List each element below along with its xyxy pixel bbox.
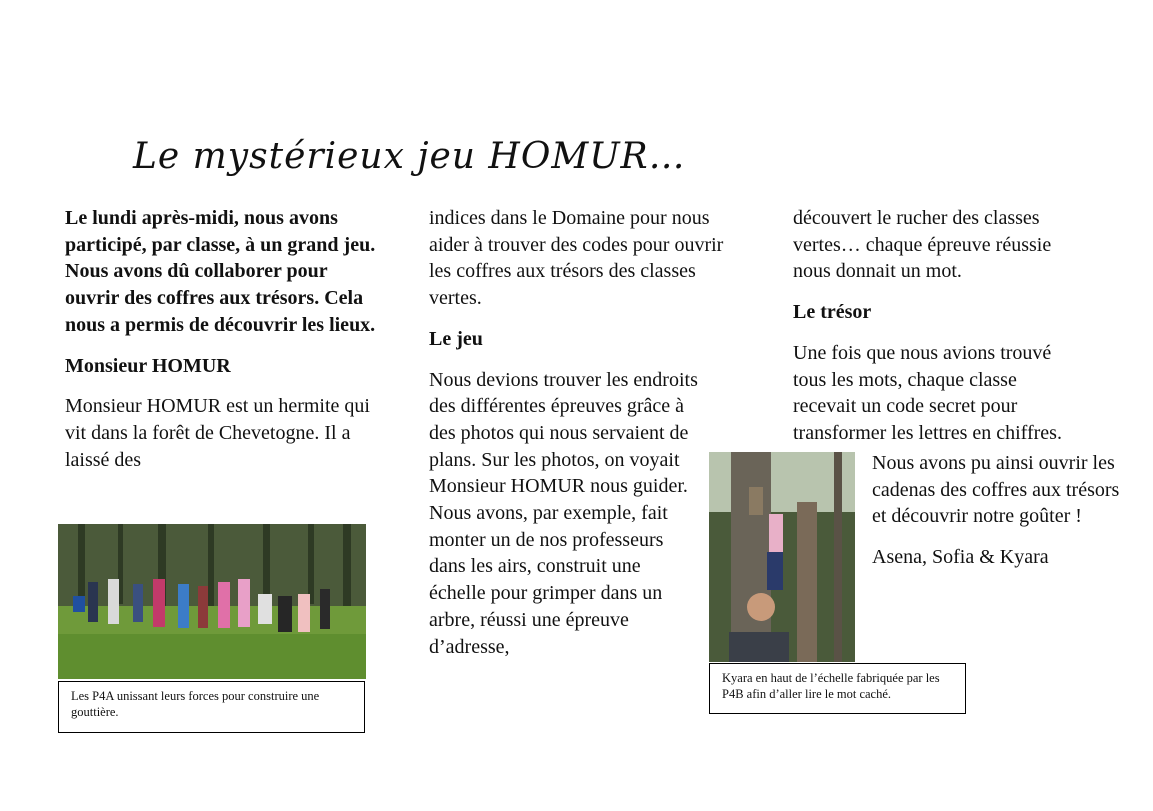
section-heading-jeu: Le jeu — [429, 327, 483, 350]
authors: Asena, Sofia & Kyara — [872, 546, 1049, 569]
treasure-paragraph-continued: Nous avons pu ainsi ouvrir les cadenas des coffres aux trésors et découvrir notre goûter ! — [872, 452, 1120, 528]
column3-top-paragraph: découvert le rucher des classes vertes… chaque épreuve réussie nous donnait un mot. — [793, 207, 1052, 283]
column-2 — [429, 205, 729, 674]
photo-children-forest-image — [58, 524, 366, 679]
photo-girl-ladder-image — [709, 452, 855, 662]
treasure-paragraph: Une fois que nous avions trouvé tous les mots, chaque classe recevait un code secret pour transformer les lettres en chiffres. — [793, 341, 1062, 444]
column2-top-paragraph: indices dans le Domaine pour nous aider à trouver des codes pour ouvrir les coffres aux trésors des classes vertes. — [429, 207, 724, 310]
article-title: Le mystérieux jeu HOMUR… — [133, 136, 686, 177]
photo-caption-2: Kyara en haut de l’échelle fabriquée par les P4B afin d’aller lire le mot caché. — [709, 663, 966, 714]
photo-caption-1: Les P4A unissant leurs forces pour construire une gouttière. — [58, 681, 365, 733]
column-3 — [793, 205, 1093, 461]
intro-paragraph: Le lundi après-midi, nous avons participé, par classe, à un grand jeu. Nous avons dû collaborer pour ouvrir des coffres aux trésors. Cela nous a permis de découvrir les lieux. — [65, 207, 376, 336]
photo-children-forest — [58, 524, 366, 679]
photo-girl-ladder — [709, 452, 855, 662]
section-heading-homur: Monsieur HOMUR — [65, 354, 231, 377]
homur-paragraph: Monsieur HOMUR est un hermite qui vit dans la forêt de Chevetogne. Il a laissé des — [65, 395, 370, 471]
game-paragraph: Nous devions trouver les endroits des différentes épreuves grâce à des photos qui nous servaient de plans. Sur les photos, on voyait Monsieur HOMUR nous guider. Nous avons, par exemple, fait monter un de nos professeurs dans les airs, construit une échelle pour grimper dans un arbre, réussi une épreuve d’adresse, — [429, 368, 698, 658]
column-1 — [65, 205, 385, 487]
column-3-continued — [872, 450, 1132, 585]
section-heading-tresor: Le trésor — [793, 301, 872, 324]
